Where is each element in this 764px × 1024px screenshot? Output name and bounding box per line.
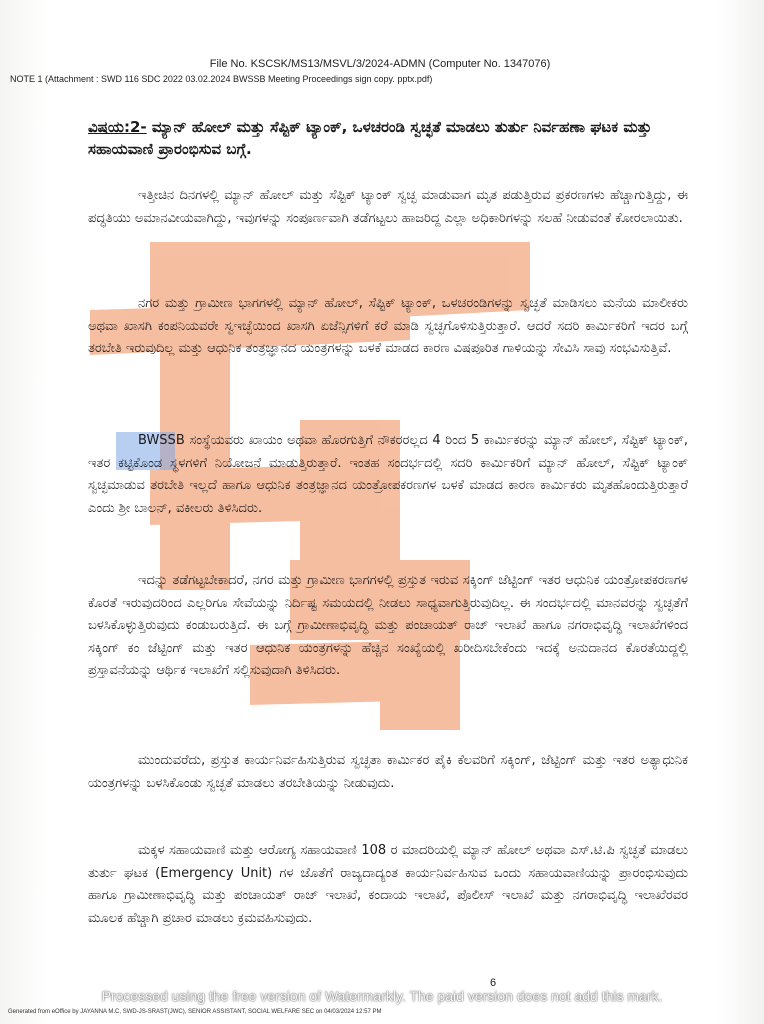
watermark-notice: Processed using the free version of Watermarkly. The paid version does not add this mark. (101, 988, 663, 1004)
attachment-note: NOTE 1 (Attachment : SWD 116 SDC 2022 03.02.2024 BWSSB Meeting Proceedings sign copy. pptx.pdf) (10, 74, 433, 84)
paragraph-5: ಮುಂದುವರೆದು, ಪ್ರಸ್ತುತ ಕಾರ್ಯನಿರ್ವಹಿಸುತ್ತಿರುವ ಸ್ವಚ್ಛತಾ ಕಾರ್ಮಿಕರ ಪೈಕಿ ಕೆಲವರಿಗೆ ಸಕ್ಕಿಂಗ್, ಜೆಟ್ಟಿಂಗ್ ಮತ್ತು ಇತರ ಅತ್ಯಾಧುನಿಕ ಯಂತ್ರಗಳನ್ನು ಬಳಸಿಕೊಂಡು ಸ್ವಚ್ಛತೆ ಮಾಡಲು ತರಬೇತಿಯನ್ನು ನೀಡುವುದು. (88, 753, 688, 791)
paragraph-6: ಮಕ್ಕಳ ಸಹಾಯವಾಣಿ ಮತ್ತು ಆರೋಗ್ಯ ಸಹಾಯವಾಣಿ 108 ರ ಮಾದರಿಯಲ್ಲಿ ಮ್ಯಾನ್ ಹೋಲ್ ಅಥವಾ ಎಸ್.ಟಿ.ಪಿ ಸ್ವಚ್ಛತೆ ಮಾಡಲು ತುರ್ತು ಘಟಕ (Emergency Unit) ಗಳ ಜೊತೆಗೆ ರಾಜ್ಯದಾದ್ಯಂತ ಕಾರ್ಯನಿರ್ವಹಿಸುವ ಒಂದು ಸಹಾಯವಾಣಿಯನ್ನು ಪ್ರಾರಂಭಿಸುವುದು ಹಾಗೂ ಗ್ರಾಮೀಣಾಭಿವೃದ್ಧಿ ಮತ್ತು ಪಂಚಾಯತ್ ರಾಜ್ ಇಲಾಖೆ, ಕಂದಾಯ ಇಲಾಖೆ, ಪೊಲೀಸ್ ಇಲಾಖೆ ಮತ್ತು ನಗರಾಭಿವೃದ್ಧಿ ಇಲಾಖೆರವರ ಮೂಲಕ ಹೆಚ್ಚಾಗಿ ಪ್ರಚಾರ ಮಾಡಲು ಕ್ರಮವಹಿಸುವುದು. (88, 843, 688, 926)
subject-label: ವಿಷಯ:2- (88, 118, 147, 136)
file-number: File No. KSCSK/MS13/MSVL/3/2024-ADMN (Computer No. 1347076) (209, 58, 551, 70)
paragraph-2: ನಗರ ಮತ್ತು ಗ್ರಾಮೀಣ ಭಾಗಗಳಲ್ಲಿ ಮ್ಯಾನ್ ಹೋಲ್, ಸೆಪ್ಟಿಕ್ ಟ್ಯಾಂಕ್, ಒಳಚರಂಡಿಗಳನ್ನು ಸ್ವಚ್ಛತೆ ಮಾಡಿಸಲು ಮನೆಯ ಮಾಲೀಕರು ಅಥವಾ ಖಾಸಗಿ ಕಂಪನಿಯವರೇ ಸ್ವಇಚ್ಛೆಯಿಂದ ಖಾಸಗಿ ಏಜೆನ್ಸಿಗಳಿಗೆ ಕರೆ ಮಾಡಿ ಸ್ವಚ್ಛಗೊಳಿಸುತ್ತಿರುತ್ತಾರೆ. ಆದರೆ ಸದರಿ ಕಾರ್ಮಿಕರಿಗೆ ಇದರ ಬಗ್ಗೆ ತರಬೇತಿ ಇರುವುದಿಲ್ಲ ಮತ್ತು ಆಧುನಿಕ ತಂತ್ರಜ್ಞಾನದ ಯಂತ್ರಗಳನ್ನು ಬಳಕೆ ಮಾಡದ ಕಾರಣ ವಿಷಪೂರಿತ ಗಾಳಿಯನ್ನು ಸೇವಿಸಿ ಸಾವು ಸಂಭವಿಸುತ್ತಿವೆ. (88, 296, 688, 356)
paragraph-3: BWSSB ಸಂಸ್ಥೆಯವರು ಖಾಯಂ ಅಥವಾ ಹೊರಗುತ್ತಿಗೆ ನೌಕರರಲ್ಲದ 4 ರಿಂದ 5 ಕಾರ್ಮಿಕರನ್ನು ಮ್ಯಾನ್ ಹೋಲ್, ಸೆಪ್ಟಿಕ್ ಟ್ಯಾಂಕ್, ಇತರ ಕಟ್ಟಿಕೊಂಡ ಸ್ಥಳಗಳಿಗೆ ನಿಯೋಜನೆ ಮಾಡುತ್ತಿರುತ್ತಾರೆ. ಇಂತಹ ಸಂದರ್ಭದಲ್ಲಿ ಸದರಿ ಕಾರ್ಮಿಕರಿಗೆ ಮ್ಯಾನ್ ಹೋಲ್, ಸೆಪ್ಟಿಕ್ ಟ್ಯಾಂಕ್ ಸ್ವಚ್ಛಮಾಡುವ ತರಬೇತಿ ಇಲ್ಲದೆ ಹಾಗೂ ಆಧುನಿಕ ತಂತ್ರಜ್ಞಾನದ ಯಂತ್ರೋಪಕರಣಗಳ ಬಳಕೆ ಮಾಡದ ಕಾರಣ ಕಾರ್ಮಿಕರು ಮೃತಹೊಂದುತ್ತಿರುತ್ತಾರೆ ಎಂದು ಶ್ರೀ ಬಾಲನ್, ವಕೀಲರು ತಿಳಿಸಿದರು. (88, 433, 688, 516)
generated-footer: Generated from eOffice by JAYANNA M.C, SWD-JS-SRAST(JWC), SENIOR ASSISTANT, SOCIAL WELFARE SEC on 04/03/2024 12:57 PM (8, 1009, 382, 1015)
paragraph-1: ಇತ್ತೀಚಿನ ದಿನಗಳಲ್ಲಿ ಮ್ಯಾನ್ ಹೋಲ್ ಮತ್ತು ಸೆಪ್ಟಿಕ್ ಟ್ಯಾಂಕ್ ಸ್ವಚ್ಛ ಮಾಡುವಾಗ ಮೃತ ಪಡುತ್ತಿರುವ ಪ್ರಕರಣಗಳು ಹೆಚ್ಚಾಗುತ್ತಿದ್ದು, ಈ ಪದ್ಧತಿಯು ಅಮಾನವೀಯವಾಗಿದ್ದು, ಇವುಗಳನ್ನು ಸಂಪೂರ್ಣವಾಗಿ ತಡೆಗಟ್ಟಲು ಹಾಜರಿದ್ದ ಎಲ್ಲಾ ಅಧಿಕಾರಿಗಳನ್ನು ಸಲಹೆ ನೀಡುವಂತೆ ಕೋರಲಾಯಿತು. (88, 188, 688, 226)
subject-heading (88, 116, 688, 160)
subject-text: ಮ್ಯಾನ್ ಹೋಲ್ ಮತ್ತು ಸೆಪ್ಟಿಕ್ ಟ್ಯಾಂಕ್, ಒಳಚರಂಡಿ ಸ್ವಚ್ಛತೆ ಮಾಡಲು ತುರ್ತು ನಿರ್ವಹಣಾ ಘಟಕ ಮತ್ತು ಸಹಾಯವಾಣಿ ಪ್ರಾರಂಭಿಸುವ ಬಗ್ಗೆ. (88, 118, 652, 158)
page-number: 6 (490, 977, 497, 989)
paragraph-4: ಇದನ್ನು ತಡೆಗಟ್ಟಬೇಕಾದರೆ, ನಗರ ಮತ್ತು ಗ್ರಾಮೀಣ ಭಾಗಗಳಲ್ಲಿ ಪ್ರಸ್ತುತ ಇರುವ ಸಕ್ಕಿಂಗ್ ಜೆಟ್ಟಿಂಗ್ ಇತರ ಆಧುನಿಕ ಯಂತ್ರೋಪಕರಣಗಳ ಕೊರತೆ ಇರುವುದರಿಂದ ಎಲ್ಲರಿಗೂ ಸೇವೆಯನ್ನು ನಿರ್ದಿಷ್ಟ ಸಮಯದಲ್ಲಿ ನೀಡಲು ಸಾಧ್ಯವಾಗುತ್ತಿರುವುದಿಲ್ಲ. ಈ ಸಂದರ್ಭದಲ್ಲಿ ಮಾನವರನ್ನು ಸ್ವಚ್ಛತೆಗೆ ಬಳಸಿಕೊಳ್ಳುತ್ತಿರುವುದು ಕಂಡುಬರುತ್ತಿದೆ. ಈ ಬಗ್ಗೆ ಗ್ರಾಮೀಣಾಭಿವೃದ್ಧಿ ಮತ್ತು ಪಂಚಾಯತ್ ರಾಜ್ ಇಲಾಖೆ ಹಾಗೂ ನಗರಾಭಿವೃದ್ಧಿ ಇಲಾಖೆಗಳಿಂದ ಸಕ್ಕಿಂಗ್ ಕಂ ಜೆಟ್ಟಿಂಗ್ ಮತ್ತು ಇತರ ಆಧುನಿಕ ಯಂತ್ರಗಳನ್ನು ಹೆಚ್ಚಿನ ಸಂಖ್ಯೆಯಲ್ಲಿ ಖರೀದಿಸಬೇಕೆಂದು ಇದಕ್ಕೆ ಅನುದಾನದ ಕೊರತೆಯಿದ್ದಲ್ಲಿ ಪ್ರಸ್ತಾವನೆಯನ್ನು ಆರ್ಥಿಕ ಇಲಾಖೆಗೆ ಸಲ್ಲಿಸುವುದಾಗಿ ತಿಳಿಸಿದರು. (88, 573, 688, 678)
